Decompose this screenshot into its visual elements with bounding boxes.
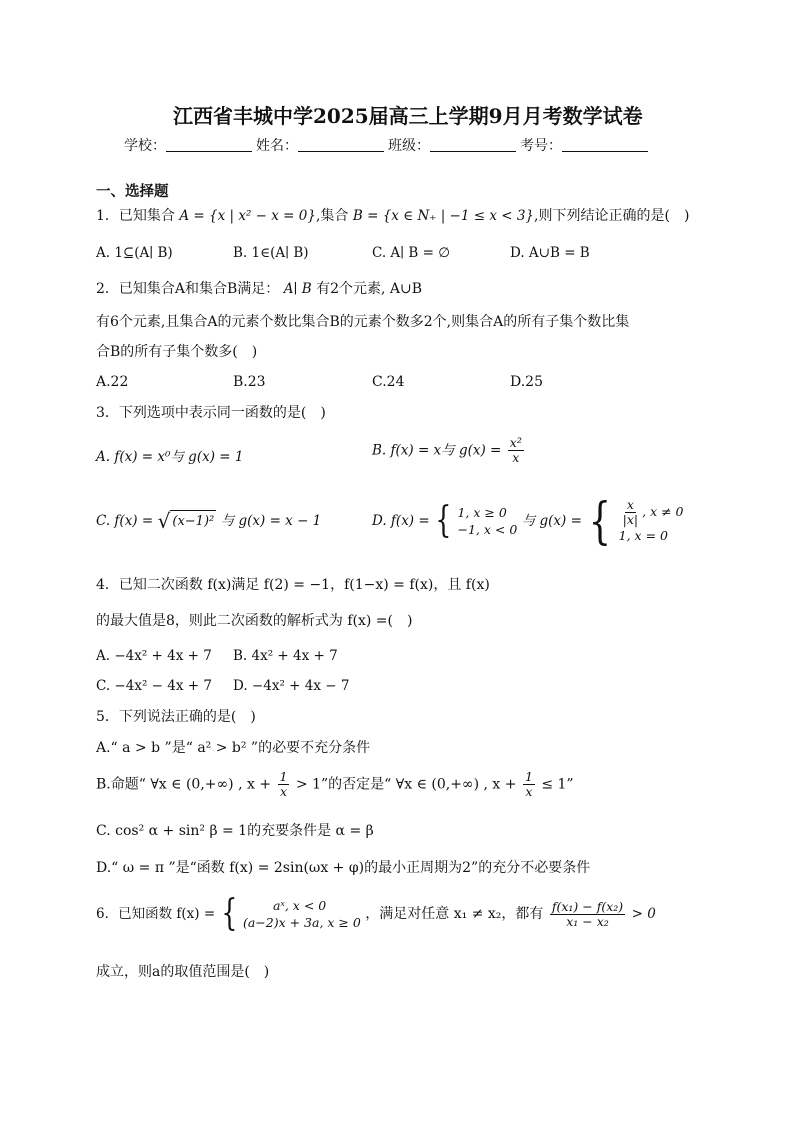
q6-case1: aˣ, x < 0 [272, 898, 327, 913]
q2-option-d[interactable]: D.25 [510, 374, 543, 390]
q3-option-b[interactable] [372, 436, 526, 465]
class-blank[interactable] [430, 137, 516, 152]
q6-numerator: f(x₁) − f(x₂) [551, 898, 624, 914]
q5-option-b-mid: > 1”的否定是“ ∀x ∈ (0,+∞) , x + [295, 776, 517, 793]
q3-option-d-mid: 与 g(x) = [521, 513, 582, 529]
q2-line3: 合B的所有子集个数多( ) [96, 344, 258, 360]
q5-option-b-denominator-2: x [525, 784, 533, 799]
number-label: 考号： [520, 138, 562, 154]
q2-option-c[interactable]: C.24 [372, 374, 405, 390]
q3-option-c-tail: 与 g(x) = x − 1 [220, 513, 322, 529]
q3-option-c[interactable] [96, 510, 321, 532]
q3-stem: 3．下列选项中表示同一函数的是( ) [96, 405, 326, 421]
class-label: 班级： [388, 138, 430, 154]
q2-line1-tail: 有2个元素, A∪B [316, 281, 423, 297]
q6-lead: 6．已知函数 f(x) = [96, 906, 216, 922]
q3-option-d-case1: 1, x ≥ 0 [457, 505, 507, 520]
q4-option-b[interactable]: B. 4x² + 4x + 7 [233, 648, 338, 664]
q6-fraction [550, 900, 625, 929]
q3-option-d-g-case2: 1, x = 0 [618, 528, 668, 543]
q2-line2: 有6个元素,且集合A的元素个数比集合B的元素个数多2个,则集合A的所有子集个数比集 [96, 314, 630, 330]
left-brace-icon: { [435, 500, 452, 541]
q2-line1-text: 2．已知集合A和集合B满足： [96, 281, 280, 297]
school-label: 学校： [124, 138, 166, 154]
q3-option-d[interactable] [372, 492, 684, 550]
q5-option-d[interactable]: D.“ ω = π ”是“函数 f(x) = 2sin(ωx + φ)的最小正周期为2”的充分不必要条件 [96, 860, 591, 876]
q1-stem-a: 1．已知集合 [96, 208, 175, 224]
q5-option-b-numerator-2: 1 [524, 769, 533, 784]
q2-line1 [96, 280, 422, 298]
q5-option-b-fraction-2 [523, 770, 535, 799]
q1-option-a[interactable]: A. 1⊆(A∣ B) [96, 245, 173, 261]
q5-stem: 5．下列说法正确的是( ) [96, 709, 256, 725]
q1-stem [96, 207, 689, 225]
q6-case2: (a−2)x + 3a, x ≥ 0 [242, 915, 361, 930]
q2-line1-math: A∣ B [283, 281, 312, 297]
q3-option-d-g-fraction [621, 498, 640, 527]
q5-option-b-fraction-1 [278, 770, 290, 799]
sqrt-icon: √ [157, 509, 171, 533]
q6-line1 [96, 893, 656, 934]
q5-option-b-tail: ≤ 1” [541, 776, 574, 793]
q3-option-b-numerator: x² [509, 435, 522, 450]
q1-stem-c: ,则下列结论正确的是( ) [534, 208, 690, 224]
q1-option-b[interactable]: B. 1∈(A∣ B) [233, 245, 309, 261]
q3-option-d-g-cases [619, 498, 684, 544]
q3-option-d-case2: −1, x < 0 [457, 522, 518, 537]
q5-option-a[interactable]: A.“ a > b ”是“ a² > b² ”的必要不充分条件 [96, 740, 371, 756]
q5-option-b-numerator-1: 1 [279, 769, 288, 784]
q3-option-b-lead: B. f(x) = x与 g(x) = [372, 442, 502, 459]
q4-option-c[interactable]: C. −4x² − 4x + 7 [96, 678, 212, 694]
q4-line2: 的最大值是8，则此二次函数的解析式为 f(x) =( ) [96, 613, 413, 629]
q3-option-b-denominator: x [512, 450, 520, 465]
section-heading: 一、选择题 [96, 183, 169, 200]
q4-option-d[interactable]: D. −4x² + 4x − 7 [233, 678, 350, 694]
q3-option-d-g-condition: , x ≠ 0 [642, 504, 684, 519]
q6-cases [243, 897, 361, 931]
q1-set-b: B = {x ∈ N₊ | −1 ≤ x < 3} [352, 208, 535, 224]
q5-option-b[interactable] [96, 770, 574, 799]
q3-option-d-lead: D. f(x) = [372, 513, 430, 529]
q1-option-c[interactable]: C. A∣ B = ∅ [372, 245, 450, 261]
exam-title: 江西省丰城中学2025届高三上学期9月月考数学试卷 [173, 104, 643, 128]
q4-option-a[interactable]: A. −4x² + 4x + 7 [96, 648, 212, 664]
q4-line1: 4．已知二次函数 f(x)满足 f(2) = −1，f(1−x) = f(x)，且 f(x) [96, 577, 490, 593]
q6-tail: > 0 [631, 906, 656, 922]
q2-option-b[interactable]: B.23 [233, 374, 266, 390]
q5-option-c[interactable]: C. cos² α + sin² β = 1的充要条件是 α = β [96, 823, 374, 839]
q5-option-b-lead: B.命题“ ∀x ∈ (0,+∞) , x + [96, 776, 272, 793]
q2-option-a[interactable]: A.22 [96, 374, 129, 390]
left-brace-icon: { [589, 492, 612, 550]
number-blank[interactable] [562, 137, 648, 152]
q1-option-d[interactable]: D. A∪B = B [510, 245, 590, 261]
q3-option-d-f-cases [457, 504, 517, 538]
name-label: 姓名： [256, 138, 298, 154]
q6-mid: ，满足对任意 x₁ ≠ x₂，都有 [365, 906, 544, 922]
q3-option-c-lead: C. f(x) = [96, 513, 154, 529]
school-blank[interactable] [166, 137, 252, 152]
q5-option-b-denominator-1: x [279, 784, 288, 799]
q3-option-b-fraction [508, 436, 524, 465]
left-brace-icon: { [221, 893, 238, 934]
name-blank[interactable] [298, 137, 384, 152]
q1-set-a: A = {x | x² − x = 0} [179, 208, 316, 224]
q3-option-c-sqrt [158, 510, 217, 532]
q3-option-d-g-numerator: x [626, 497, 634, 512]
info-line [124, 137, 652, 155]
q6-denominator: x₁ − x₂ [566, 913, 609, 929]
q3-option-d-g-row1 [619, 498, 684, 527]
q6-line2: 成立，则a的取值范围是( ) [96, 964, 270, 980]
q3-option-a[interactable]: A. f(x) = x⁰与 g(x) = 1 [96, 449, 244, 465]
q1-stem-b: ,集合 [315, 208, 349, 224]
q3-option-c-radicand: (x−1)² [170, 510, 216, 532]
q3-option-d-g-denominator: |x| [622, 512, 639, 527]
